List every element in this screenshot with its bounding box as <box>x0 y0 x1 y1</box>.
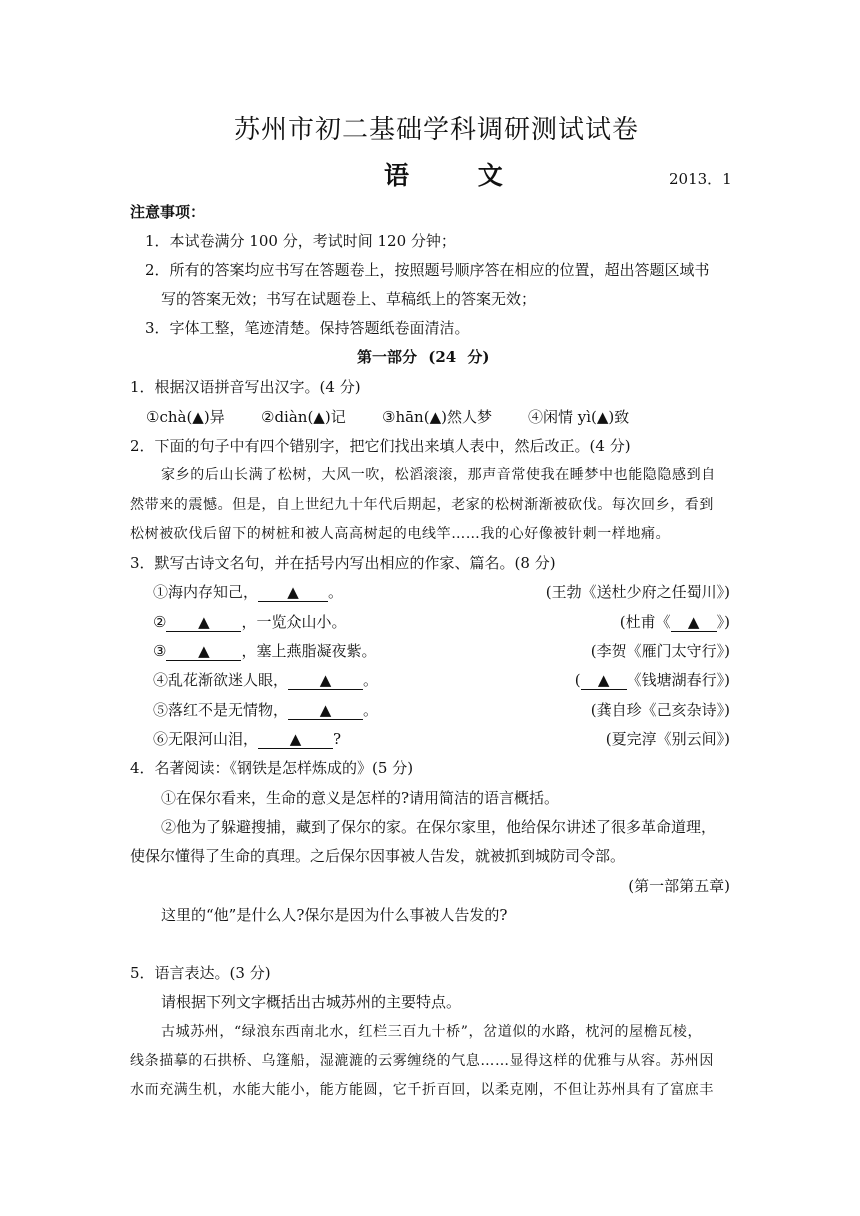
q2-passage-line: 然带来的震憾。但是，自上世纪九十年代后期起，老家的松树渐渐被砍伐。每次回乡，看到 <box>130 497 714 513</box>
q1-item-3: ③hān(▲)然人梦 <box>382 408 492 426</box>
q3-line-4 <box>153 669 378 690</box>
q4-stem: 4．名著阅读：《钢铁是怎样炼成的》(5 分) <box>130 759 414 777</box>
q3-line-2 <box>153 611 346 632</box>
q4-part-1: ①在保尔看来，生命的意义是怎样的?请用简洁的语言概括。 <box>161 789 560 807</box>
q4-question: 这里的“他”是什么人?保尔是因为什么事被人告发的? <box>161 906 508 924</box>
answer-blank[interactable]: ▲ <box>166 614 241 632</box>
answer-blank[interactable]: ▲ <box>258 731 333 749</box>
q2-passage-line: 松树被砍伐后留下的树桩和被人高高树起的电线竿……我的心好像被针刺一样地痛。 <box>130 526 671 542</box>
part1-heading: 第一部分 (24 分) <box>357 348 490 366</box>
q3-line-text: ? <box>333 730 342 748</box>
note-item: 3．字体工整，笔迹清楚。保持答题纸卷面清洁。 <box>145 319 470 337</box>
note-item: 1．本试卷满分 100 分，考试时间 120 分钟； <box>145 232 456 250</box>
q3-line-text: ⑤落红不是无情物， <box>153 701 289 719</box>
q5-instruction: 请根据下列文字概括出古城苏州的主要特点。 <box>161 993 462 1011</box>
q4-part-2: ②他为了躲避搜捕，藏到了保尔的家。在保尔家里，他给保尔讲述了很多革命道理， <box>161 818 717 836</box>
q3-line-text: 。 <box>363 701 379 719</box>
q3-line-1 <box>153 581 343 602</box>
q3-stem: 3．默写古诗文名句，并在括号内写出相应的作家、篇名。(8 分) <box>130 554 556 572</box>
q1-item-1: ①chà(▲)异 <box>146 408 225 426</box>
q3-line-text: ② <box>153 613 167 631</box>
notes-heading: 注意事项： <box>130 203 206 221</box>
q3-source-text: 》) <box>716 613 730 631</box>
q3-source-6: (夏完淳《别云间》) <box>605 730 730 748</box>
note-item: 写的答案无效；书写在试题卷上、草稿纸上的答案无效； <box>161 290 537 308</box>
answer-blank[interactable]: ▲ <box>581 672 627 690</box>
q3-source-text: 《钱塘湖春行》) <box>626 671 730 689</box>
q3-line-text: ，一览众山小。 <box>241 613 347 631</box>
q3-line-text: ④乱花渐欲迷人眼， <box>153 671 289 689</box>
q3-line-text: ①海内存知己， <box>153 583 259 601</box>
q1-stem: 1．根据汉语拼音写出汉字。(4 分) <box>130 378 361 396</box>
q4-part-2-cont: 使保尔懂得了生命的真理。之后保尔因事被人告发，就被抓到城防司令部。 <box>130 847 626 865</box>
q3-source-5: (龚自珍《己亥杂诗》) <box>590 701 730 719</box>
q3-line-text: ⑥无限河山泪， <box>153 730 259 748</box>
q3-line-text: ，塞上燕脂凝夜紫。 <box>241 642 377 660</box>
answer-blank[interactable]: ▲ <box>671 614 717 632</box>
answer-blank[interactable]: ▲ <box>166 643 241 661</box>
q3-source-2 <box>620 611 730 632</box>
q5-stem: 5．语言表达。(3 分) <box>130 964 271 982</box>
q5-passage-line: 线条描摹的石拱桥、乌篷船，湿漉漉的云雾缠绕的气息……显得这样的优雅与从容。苏州因 <box>130 1053 714 1069</box>
q2-passage-line: 家乡的后山长满了松树，大风一吹，松滔滚滚，那声音常使我在睡梦中也能隐隐感到自 <box>161 467 716 483</box>
answer-blank[interactable]: ▲ <box>288 702 363 720</box>
q3-line-5 <box>153 699 378 720</box>
q3-line-6 <box>153 728 341 749</box>
q3-source-4 <box>575 669 730 690</box>
q1-item-4: ④闲情 yì(▲)致 <box>528 408 630 426</box>
q3-line-text: 。 <box>363 671 379 689</box>
q3-line-text: ③ <box>153 642 167 660</box>
subject-title: 语 文 <box>384 161 533 190</box>
q1-item-2: ②diàn(▲)记 <box>261 408 346 426</box>
note-item: 2．所有的答案均应书写在答题卷上，按照题号顺序答在相应的位置，超出答题区域书 <box>145 261 710 279</box>
q3-source-1: (王勃《送杜少府之任蜀川》) <box>545 583 730 601</box>
q4-source: (第一部第五章) <box>628 877 730 895</box>
answer-blank[interactable]: ▲ <box>258 584 328 602</box>
q3-line-text: 。 <box>328 583 344 601</box>
q3-source-text: (杜甫《 <box>619 613 671 631</box>
answer-blank[interactable]: ▲ <box>288 672 363 690</box>
q5-passage-line: 古城苏州，“绿浪东西南北水，红栏三百九十桥”，岔道似的水路，枕河的屋檐瓦棱， <box>161 1024 703 1040</box>
exam-date: 2013．1 <box>669 170 732 188</box>
exam-title: 苏州市初二基础学科调研测试试卷 <box>234 115 640 145</box>
q3-line-3 <box>153 640 376 661</box>
q2-stem: 2．下面的句子中有四个错别字，把它们找出来填人表中，然后改正。(4 分) <box>130 437 631 455</box>
q3-source-text: ( <box>574 671 581 689</box>
q3-source-3: (李贺《雁门太守行》) <box>590 642 730 660</box>
q5-passage-line: 水而充满生机，水能大能小，能方能圆，它千折百回，以柔克刚，不但让苏州具有了富庶丰 <box>130 1082 714 1098</box>
